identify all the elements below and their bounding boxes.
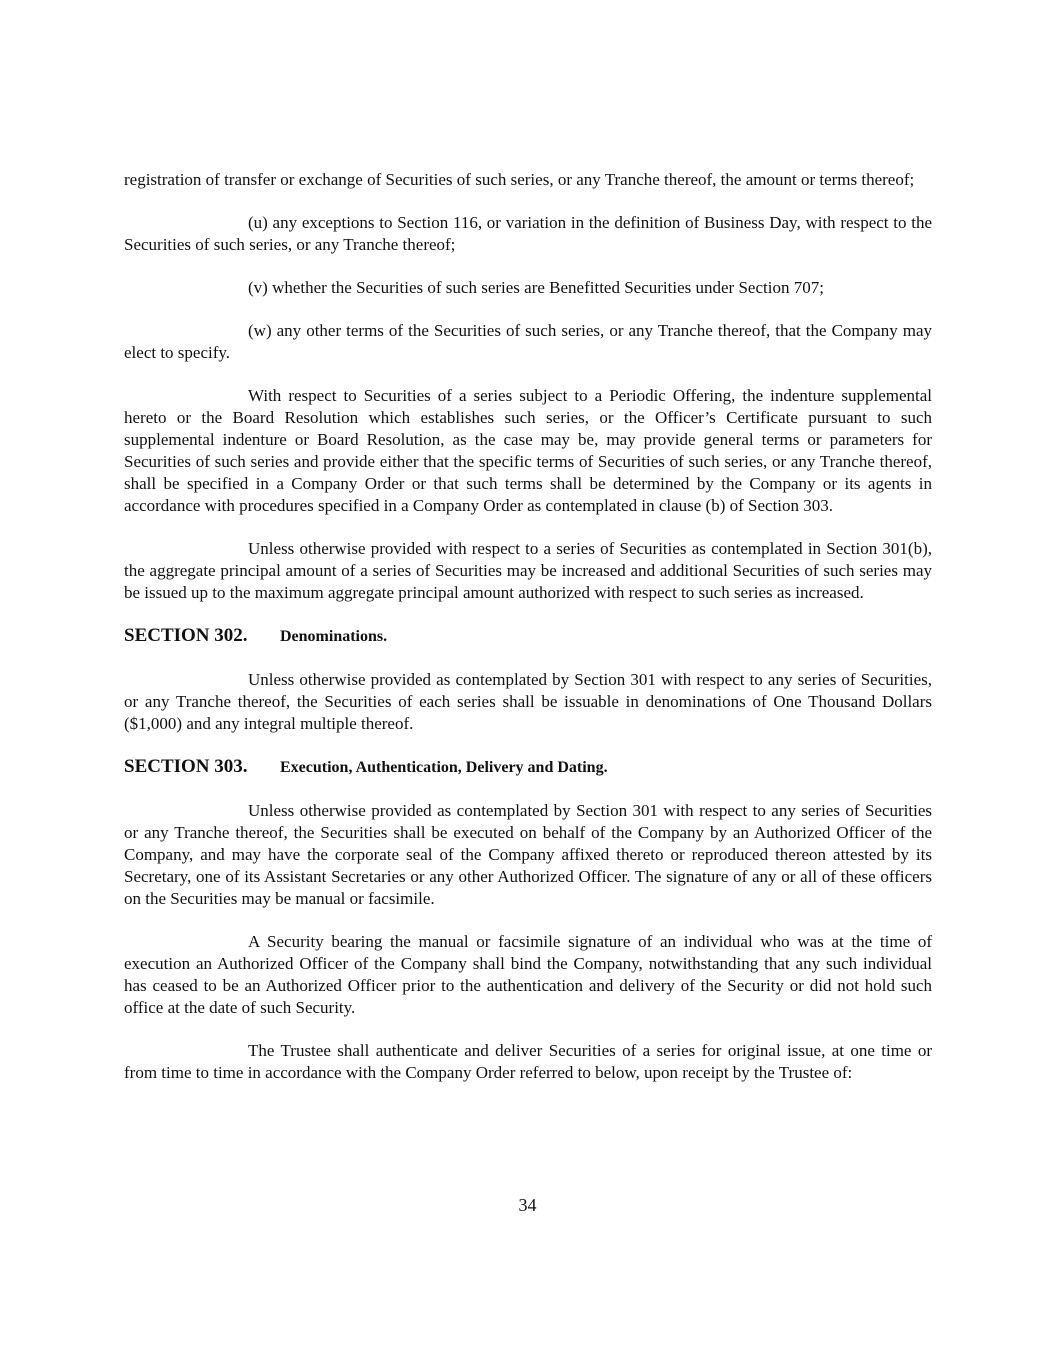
page-number: 34 [518, 1195, 537, 1215]
clause-v: (v) whether the Securities of such series are Benefitted Securities under Section 707; [248, 278, 824, 297]
denominations-paragraph: Unless otherwise provided as contemplated by Section 301 with respect to any series of Securities, or any Tranche thereof, the Securities of each series shall be issuable in denominations of One Thousand Dollars ($1,000) and any integral multiple thereof. [124, 670, 932, 733]
section-303-number: SECTION 303. [124, 756, 248, 777]
section-302-heading [124, 625, 932, 648]
continued-clause-text: registration of transfer or exchange of Securities of such series, or any Tranche thereof, the amount or terms thereof; [124, 170, 915, 189]
periodic-offering-paragraph: With respect to Securities of a series subject to a Periodic Offering, the indenture supplemental hereto or the Board Resolution which establishes such series, or the Officer’s Certificate pursuant to such supplemental indenture or Board Resolution, as the case may be, may provide general terms or parameters for Securities of such series and provide either that the specific terms of Securities of such series, or any Tranche thereof, shall be specified in a Company Order or that such terms shall be determined by the Company or its agents in accordance with procedures specified in a Company Order as contemplated in clause (b) of Section 303. [124, 386, 932, 515]
document-page [124, 169, 932, 1105]
aggregate-principal-paragraph: Unless otherwise provided with respect to a series of Securities as contemplated in Section 301(b), the aggregate principal amount of a series of Securities may be increased and additional Securities of such series may be issued up to the maximum aggregate principal amount authorized with respect to such series as increased. [124, 539, 932, 602]
section-303-heading [124, 756, 932, 779]
section-303-title: Execution, Authentication, Delivery and Dating. [280, 759, 608, 776]
signature-paragraph: A Security bearing the manual or facsimile signature of an individual who was at the time of execution an Authorized Officer of the Company shall bind the Company, notwithstanding that any such individual has ceased to be an Authorized Officer prior to the authentication and delivery of the Security or did not hold such office at the date of such Security. [124, 932, 932, 1017]
authentication-paragraph: The Trustee shall authenticate and deliver Securities of a series for original issue, at one time or from time to time in accordance with the Company Order referred to below, upon receipt by the Trustee of: [124, 1041, 932, 1082]
section-302-title: Denominations. [280, 628, 388, 645]
execution-paragraph: Unless otherwise provided as contemplated by Section 301 with respect to any series of Securities or any Tranche thereof, the Securities shall be executed on behalf of the Company by an Authorized Officer of the Company, and may have the corporate seal of the Company affixed thereto or reproduced thereon attested by its Secretary, one of its Assistant Secretaries or any other Authorized Officer. The signature of any or all of these officers on the Securities may be manual or facsimile. [124, 801, 932, 908]
clause-w: (w) any other terms of the Securities of such series, or any Tranche thereof, that the Company may elect to specify. [124, 321, 932, 362]
clause-u: (u) any exceptions to Section 116, or variation in the definition of Business Day, with respect to the Securities of such series, or any Tranche thereof; [124, 213, 932, 254]
section-302-number: SECTION 302. [124, 625, 248, 646]
